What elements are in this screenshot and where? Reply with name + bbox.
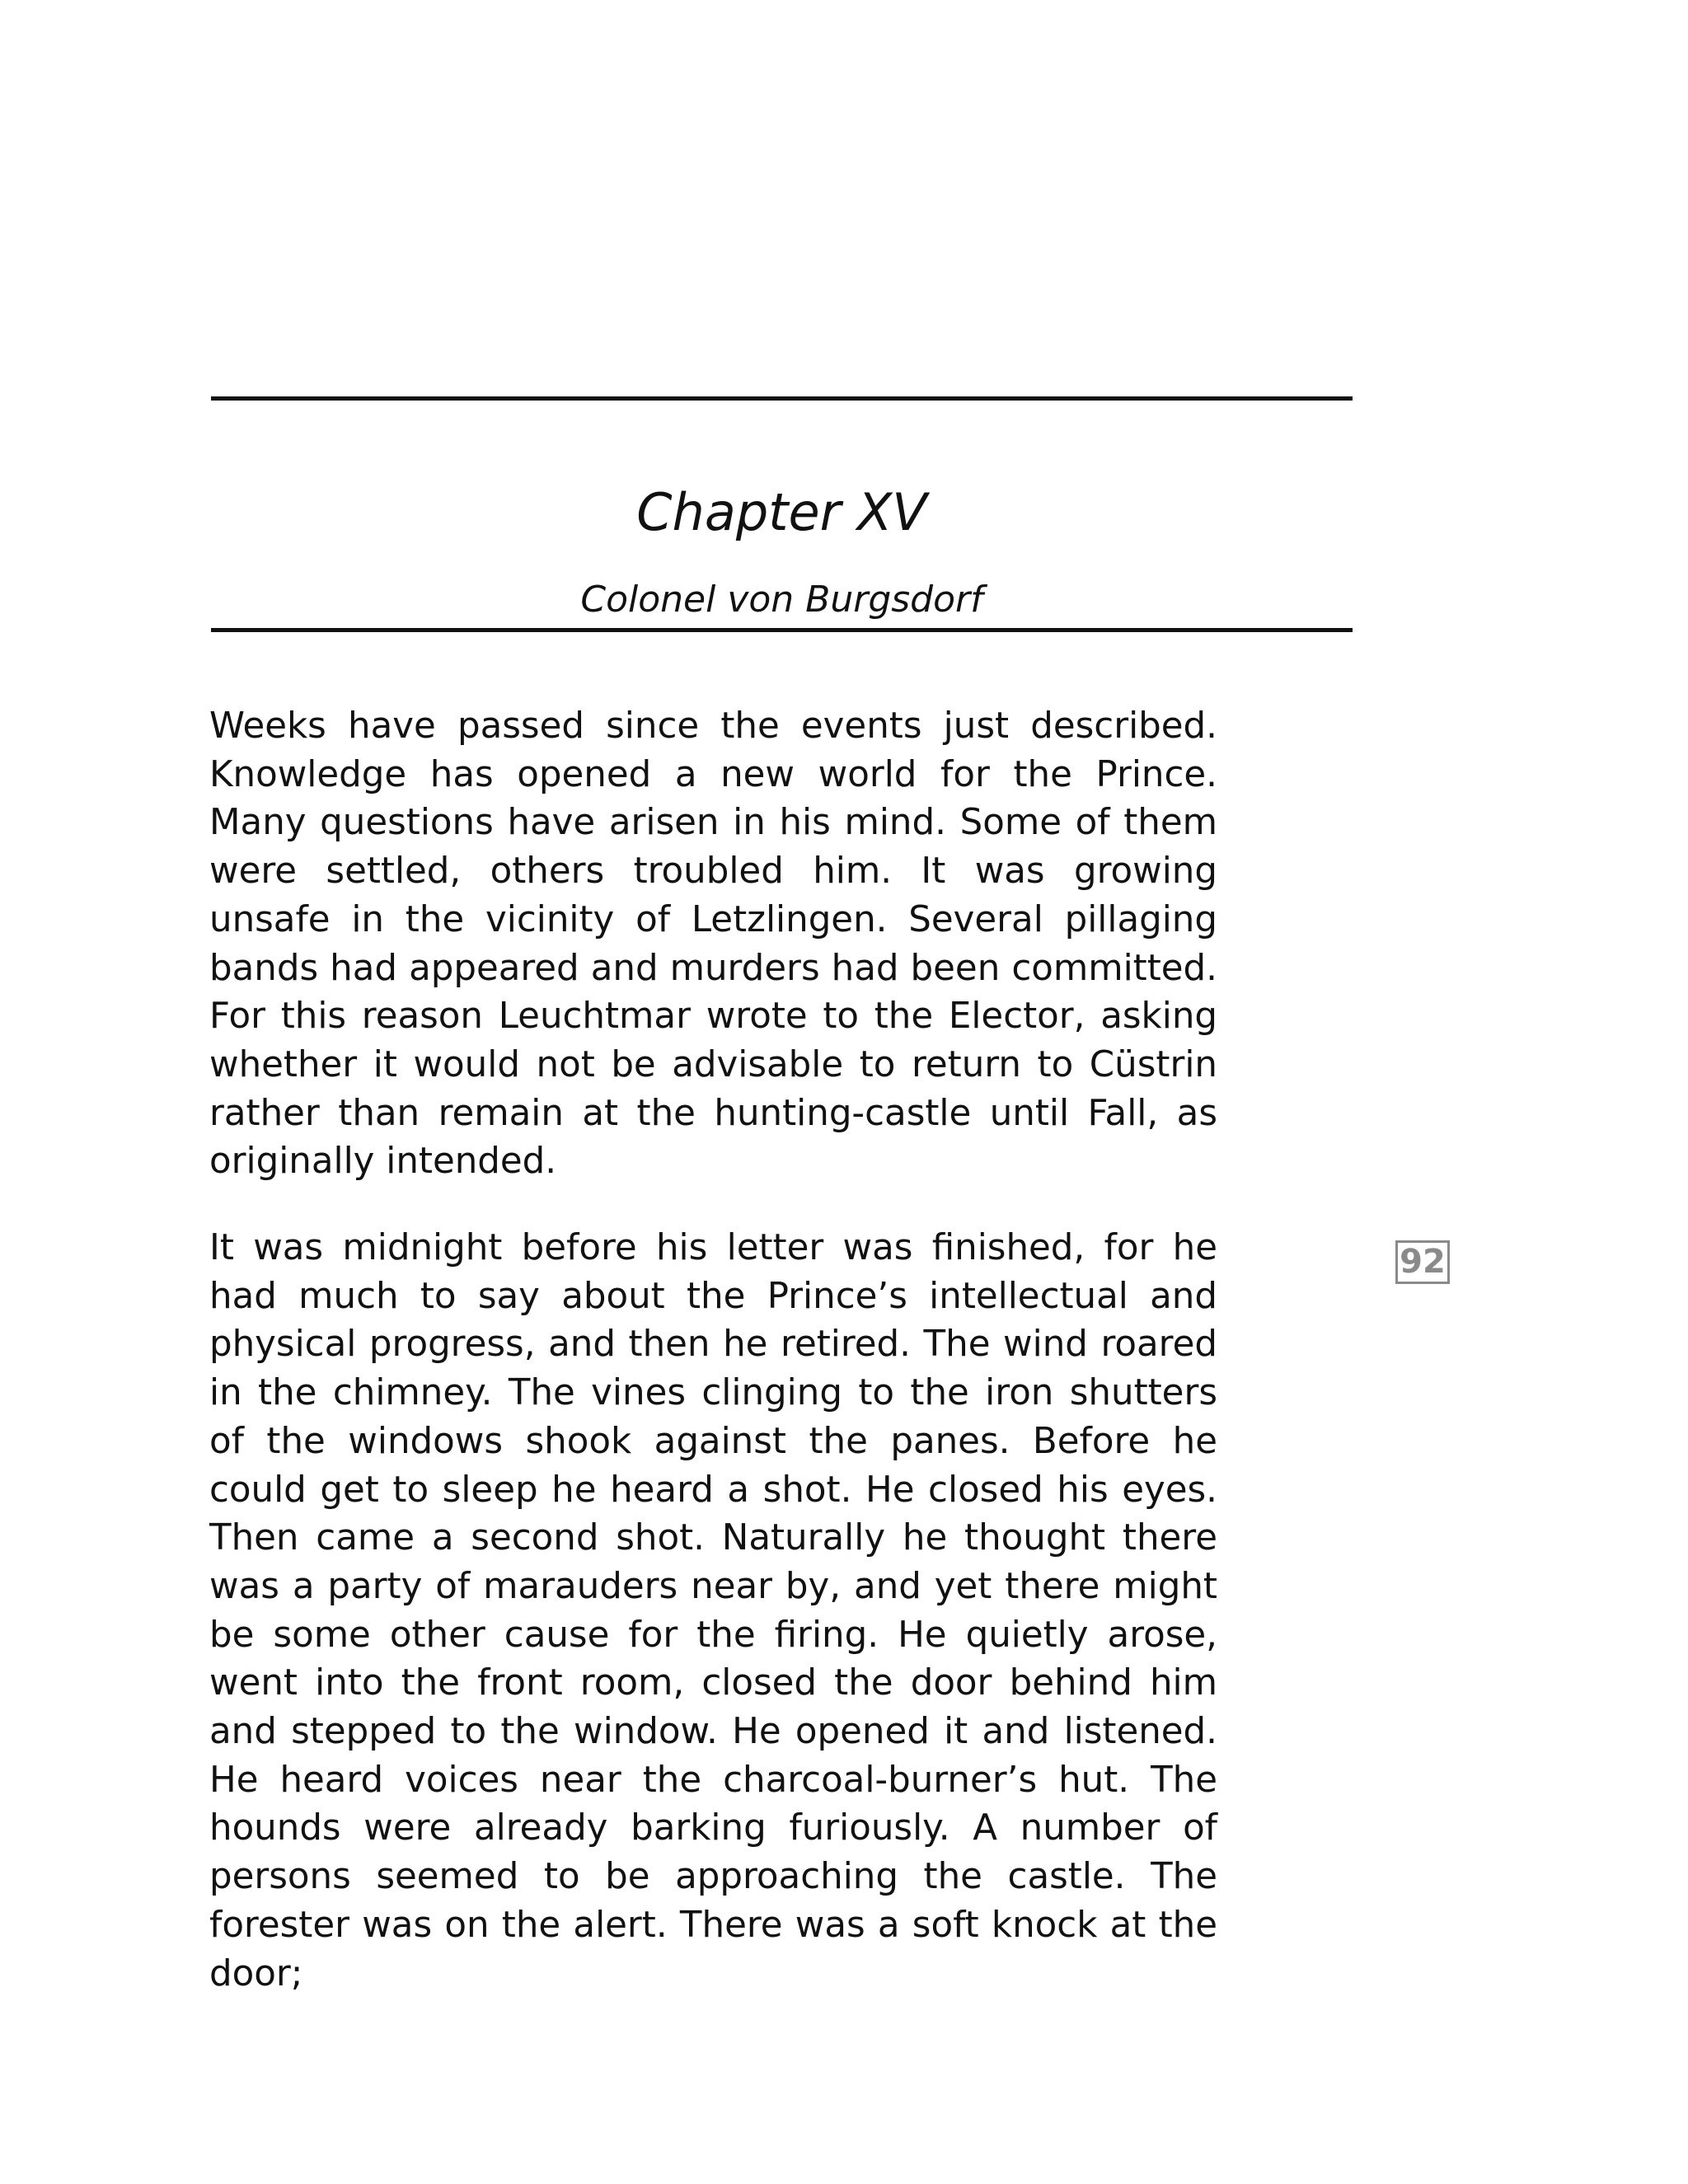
chapter-subtitle: Colonel von Burgsdorf <box>580 579 983 621</box>
page-number-badge: 92 <box>1395 1240 1450 1284</box>
chapter-bottom-rule <box>211 628 1353 632</box>
paragraph: Weeks have passed since the events just described. Knowledge has opened a new world for the Prince. Many questions have arisen in his mind. Some of them were settled, others troubled him. It was growing unsafe in the vicinity of Letzlingen. Several pillaging bands had appeared and murders had been committed. For this reason Leuchtmar wrote to the Elector, asking whether it would not be advisable to return to Cüstrin rather than remain at the hunting-castle until Fall, as originally intended. <box>209 705 1217 1183</box>
chapter-top-rule <box>211 396 1353 401</box>
chapter-title: Chapter XV <box>636 482 927 542</box>
paragraph: It was midnight before his letter was finished, for he had much to say about the Prince’s intellectual and physical progress, and then he retired. The wind roared in the chimney. The vines clinging to the iron shutters of the windows shook against the panes. Before he could get to sleep he heard a shot. He closed his eyes. Then came a second shot. Naturally he thought there was a party of marauders near by, and yet there might be some other cause for the firing. He quietly arose, went into the front room, closed the door behind him and stepped to the window. He opened it and listened. He heard voices near the charcoal-burner’s hut. The hounds were already barking furiously. A number of persons seemed to be approaching the castle. The forester was on the alert. There was a soft knock at the door; <box>209 1227 1217 1994</box>
body-text <box>209 702 1217 2036</box>
